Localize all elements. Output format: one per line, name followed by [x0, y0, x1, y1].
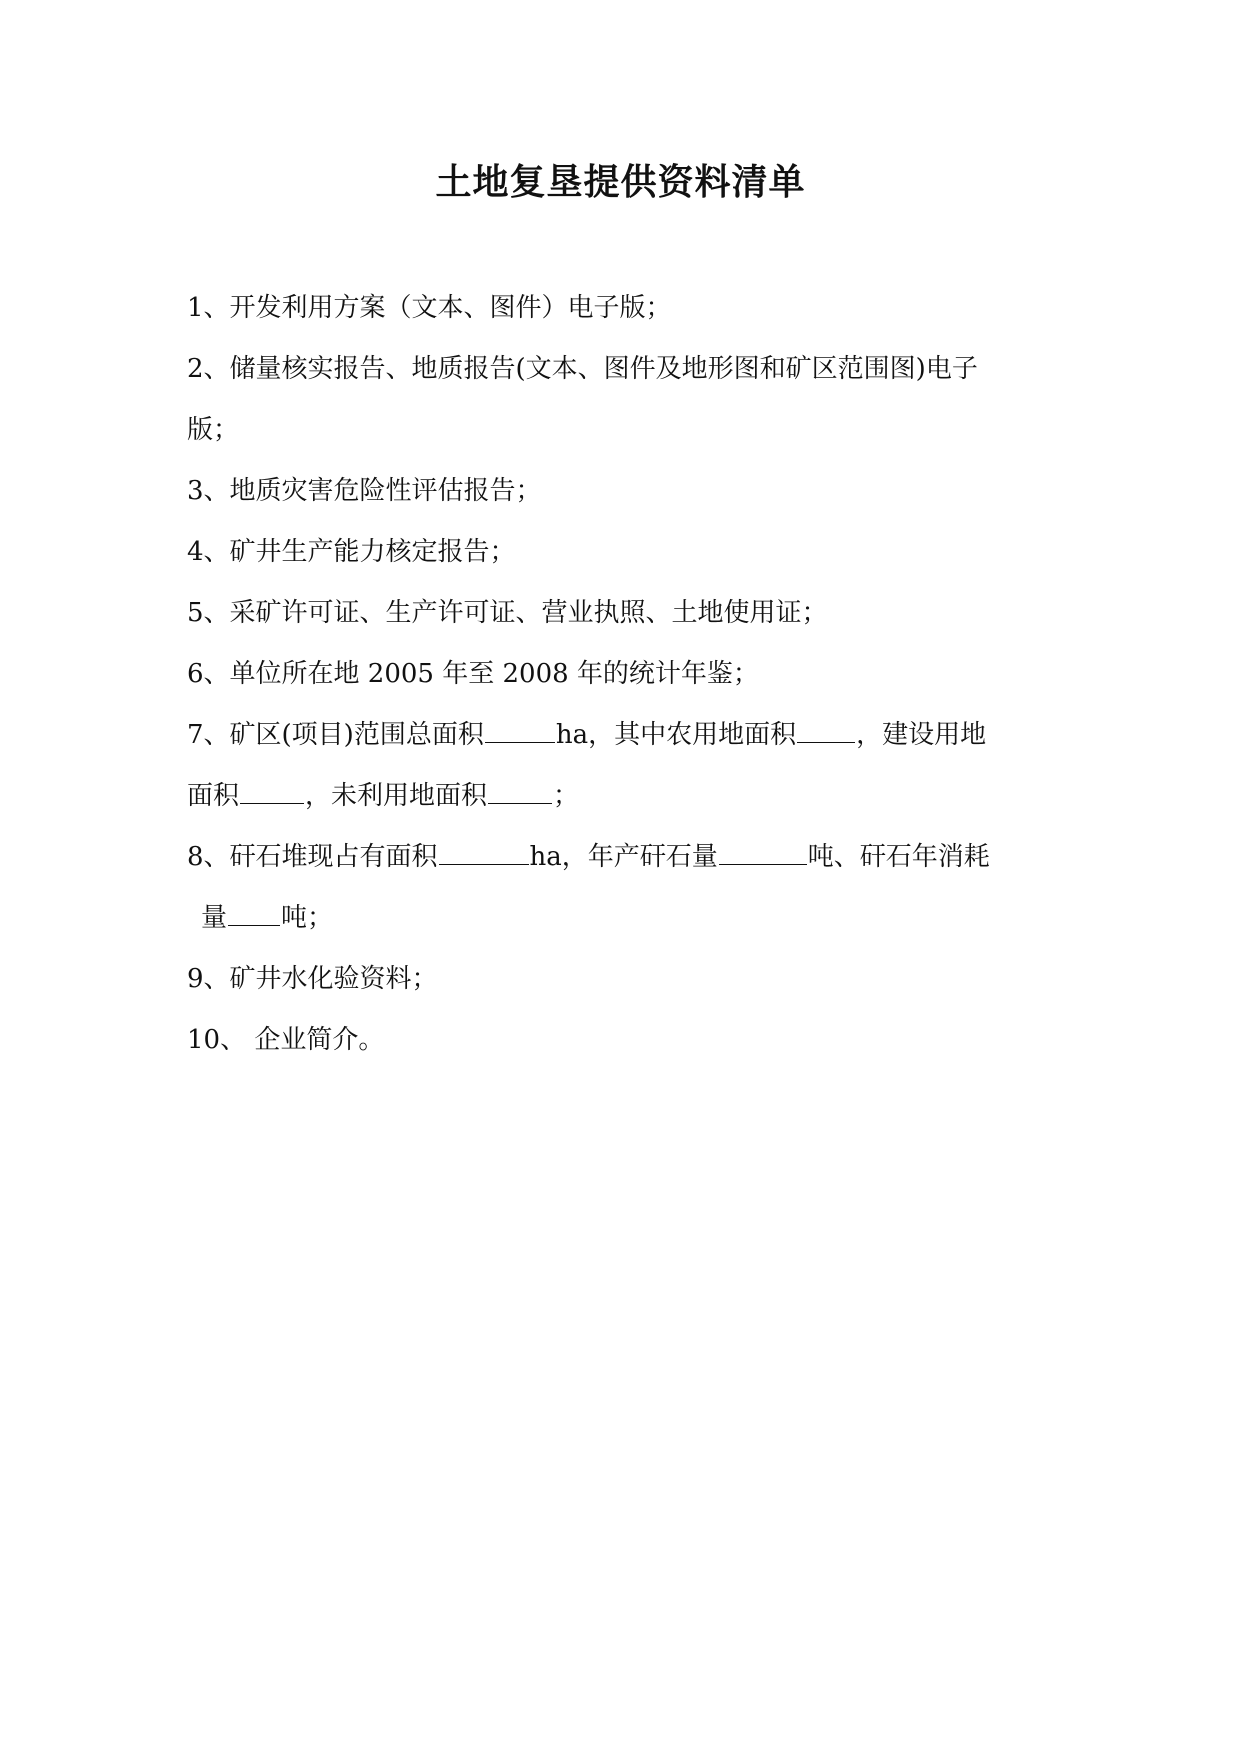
- list-item-9: 9、矿井水化验资料；: [187, 964, 438, 994]
- item-7-text-total-area: 7、矿区(项目)范围总面积: [187, 720, 484, 750]
- item-7-text-end: ；: [553, 781, 580, 811]
- item-8-text-amount: 量: [201, 903, 228, 933]
- list-item-7-line-1: [187, 705, 1067, 766]
- item-7-text-area: 面积: [187, 781, 240, 811]
- item-7-text-unused: ，未利用地面积: [305, 781, 488, 811]
- list-item-7-line-2: [187, 766, 1067, 827]
- pile-area-blank: [439, 838, 529, 865]
- unused-area-blank: [488, 777, 552, 804]
- list-item-2-line-2: 版；: [187, 415, 240, 445]
- list-item-8-line-1: [187, 827, 1067, 888]
- list-item-6: 6、单位所在地 2005 年至 2008 年的统计年鉴；: [187, 659, 759, 689]
- document-title: 土地复垦提供资料清单: [435, 161, 806, 203]
- farmland-area-blank: [797, 716, 855, 743]
- item-8-text-end: 吨；: [281, 903, 334, 933]
- list-item-2-line-1: 2、储量核实报告、地质报告(文本、图件及地形图和矿区范围图)电子: [187, 354, 978, 384]
- list-item-10: 10、 企业简介。: [187, 1025, 385, 1055]
- list-item-4: 4、矿井生产能力核定报告；: [187, 537, 516, 567]
- list-item-1: 1、开发利用方案（文本、图件）电子版；: [187, 293, 672, 323]
- construction-area-blank: [240, 777, 304, 804]
- annual-output-blank: [719, 838, 807, 865]
- list-item-5: 5、采矿许可证、生产许可证、营业执照、土地使用证；: [187, 598, 828, 628]
- item-8-text-annual-output: ha，年产矸石量: [529, 842, 718, 872]
- document-body: [187, 278, 1067, 1071]
- list-item-8-line-2: [187, 888, 1067, 949]
- item-7-text-construction: ，建设用地: [856, 720, 987, 750]
- item-8-text-consumption: 吨、矸石年消耗: [807, 842, 990, 872]
- item-7-text-farmland: ha，其中农用地面积: [555, 720, 797, 750]
- total-area-blank: [485, 716, 555, 743]
- consumption-blank: [228, 899, 280, 926]
- list-item-3: 3、地质灾害危险性评估报告；: [187, 476, 542, 506]
- item-8-text-pile-area: 8、矸石堆现占有面积: [187, 842, 438, 872]
